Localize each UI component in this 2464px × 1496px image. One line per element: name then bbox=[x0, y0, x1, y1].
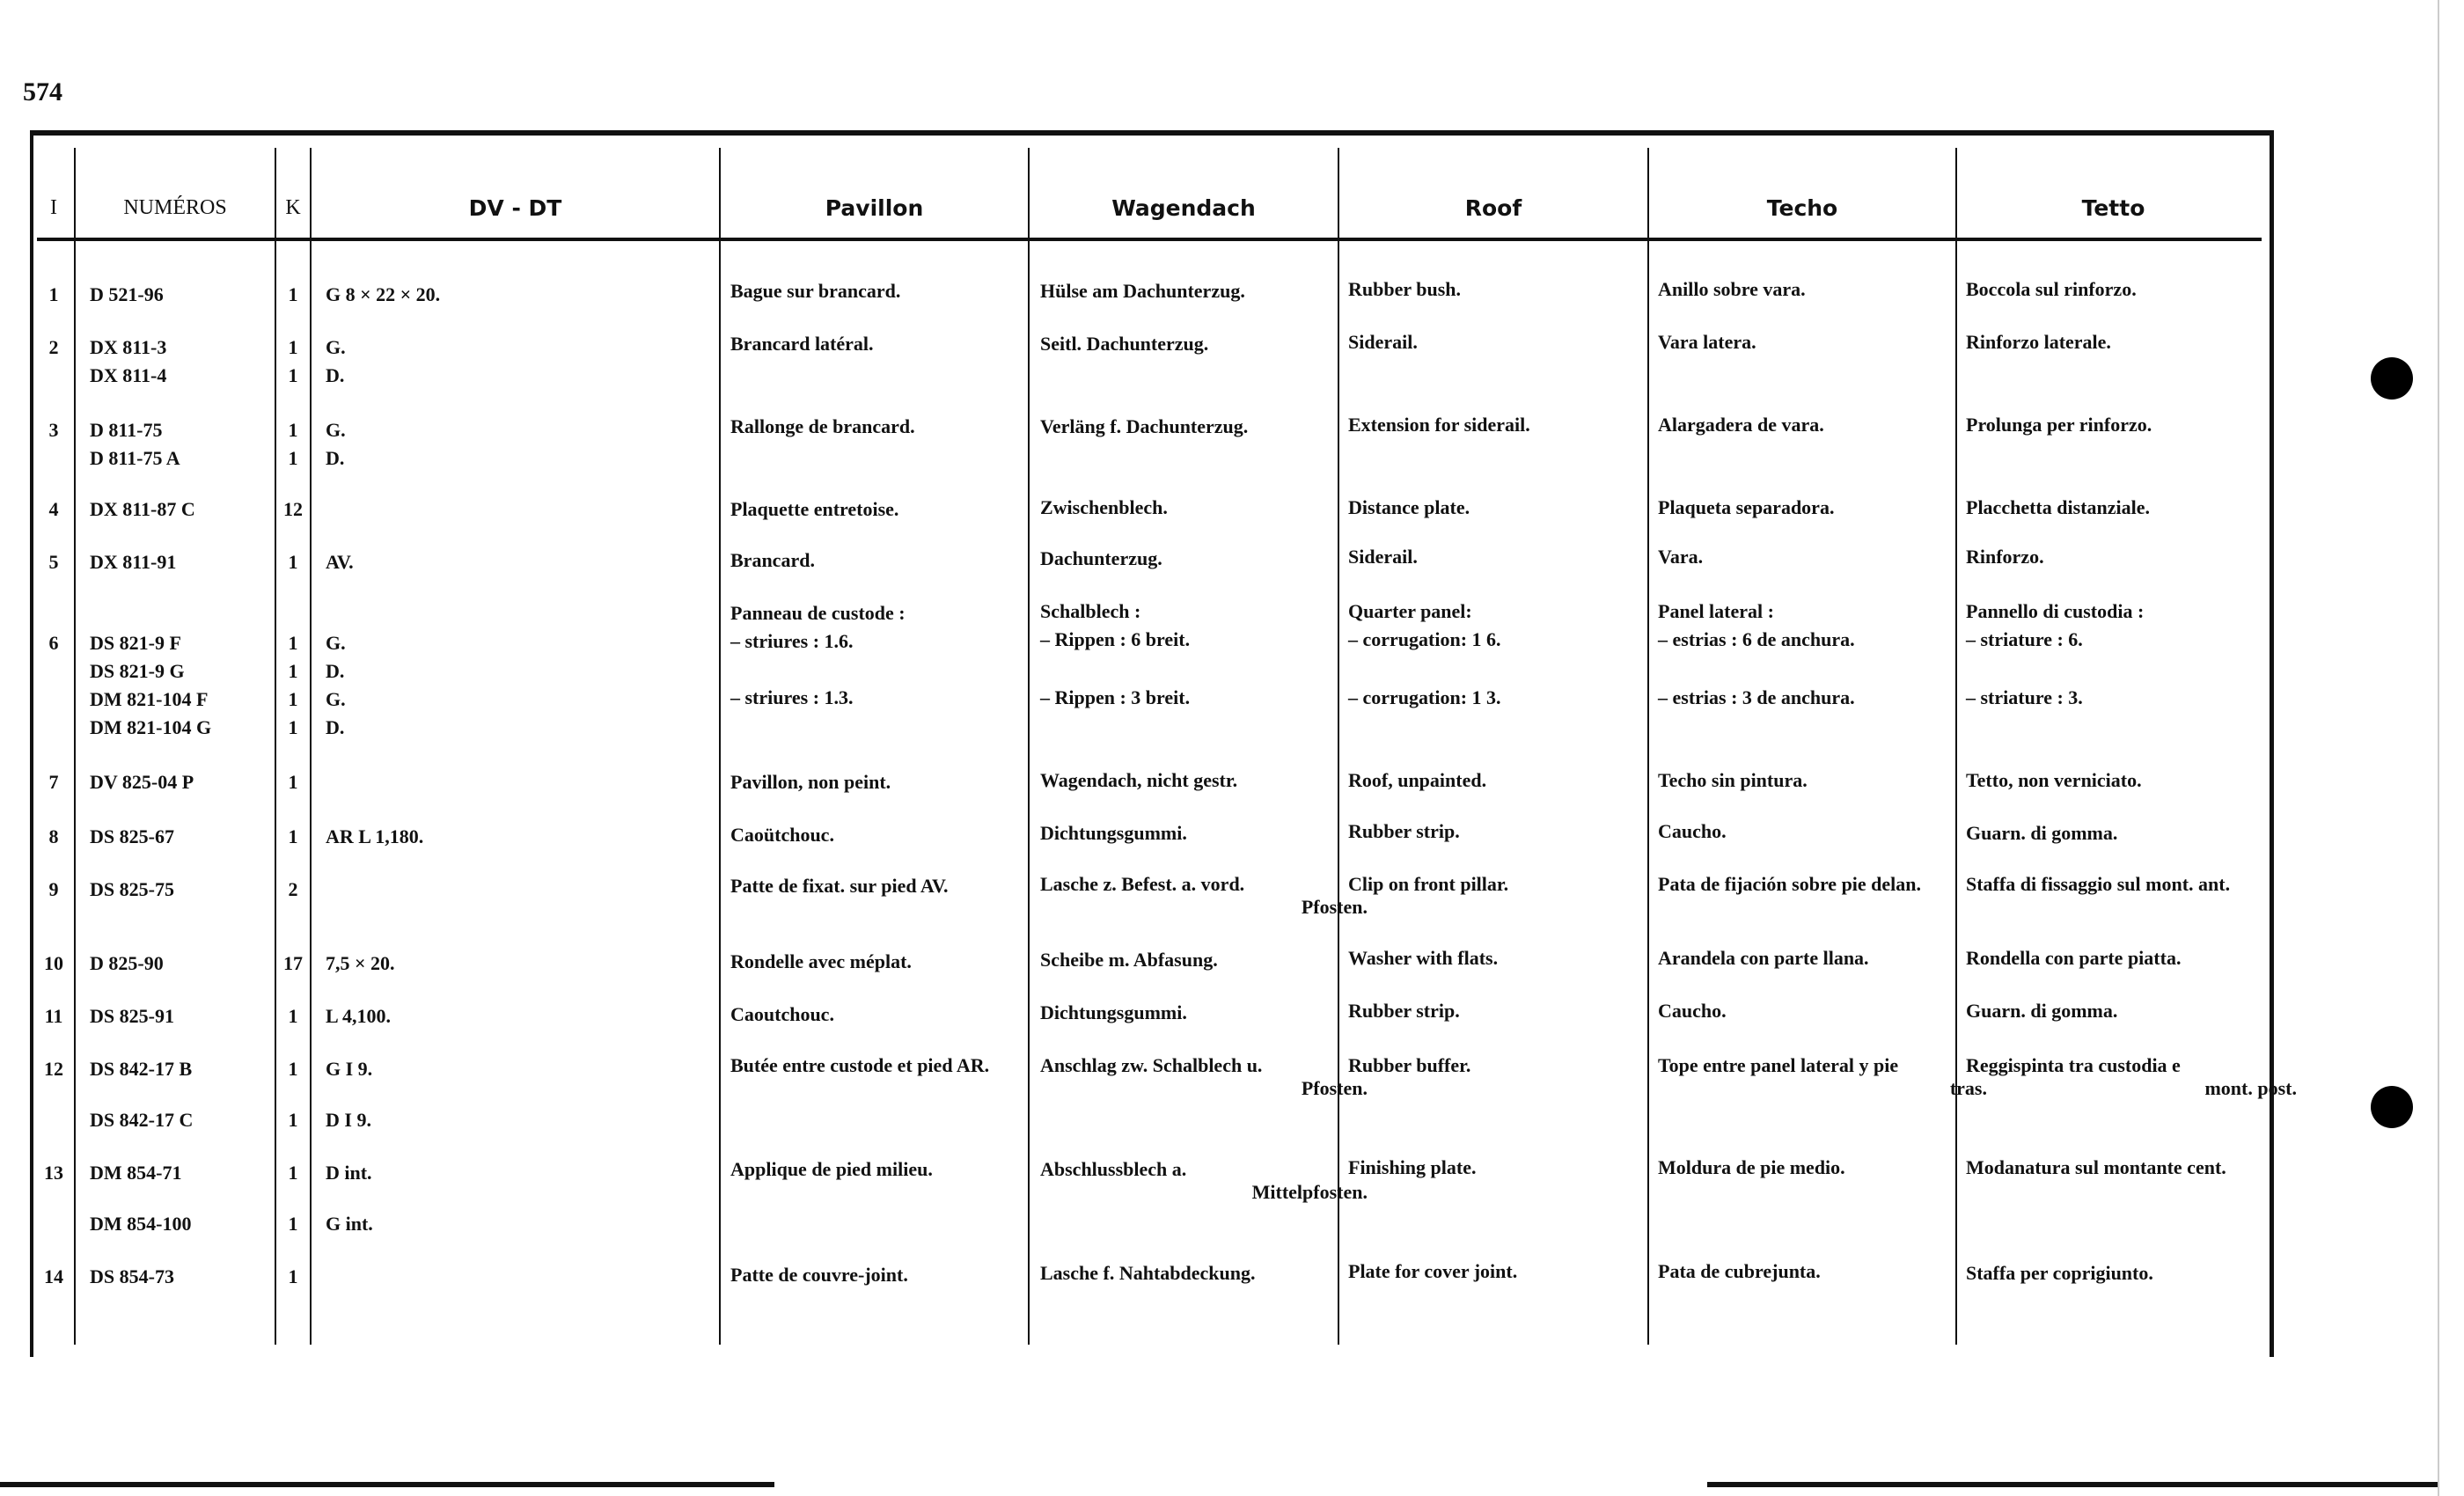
scan-edge-line bbox=[2438, 0, 2439, 1496]
desc-french: Patte de couvre-joint. bbox=[730, 1264, 908, 1286]
quantity: 1 bbox=[288, 283, 298, 305]
desc-english: Distance plate. bbox=[1348, 496, 1470, 518]
desc-german: Abschlussblech a. bbox=[1040, 1158, 1187, 1180]
desc-german: Mittelpfosten. bbox=[1251, 1181, 1368, 1203]
desc-english: – corrugation: 1 6. bbox=[1348, 628, 1501, 650]
desc-german: Dichtungsgummi. bbox=[1040, 822, 1187, 844]
desc-spanish: Vara. bbox=[1658, 546, 1704, 568]
desc-italian: Boccola sul rinforzo. bbox=[1966, 278, 2137, 300]
desc-french: Brancard latéral. bbox=[730, 333, 874, 355]
part-number: DX 811-91 bbox=[90, 551, 177, 573]
desc-italian: Reggispinta tra custodia e bbox=[1966, 1054, 2181, 1076]
desc-english: Rubber strip. bbox=[1348, 1000, 1460, 1022]
dv-dt-value: D int. bbox=[326, 1162, 372, 1184]
header-dv-dt: DV - DT bbox=[468, 194, 562, 221]
desc-german: Scheibe m. Abfasung. bbox=[1040, 949, 1218, 971]
desc-french: Rallonge de brancard. bbox=[730, 415, 915, 437]
desc-english: Siderail. bbox=[1348, 546, 1418, 568]
desc-french: Patte de fixat. sur pied AV. bbox=[730, 875, 949, 897]
desc-french: Bague sur brancard. bbox=[730, 280, 901, 302]
desc-german: Verläng f. Dachunterzug. bbox=[1040, 415, 1249, 437]
quantity: 1 bbox=[288, 1058, 298, 1080]
desc-english: Rubber strip. bbox=[1348, 820, 1460, 842]
desc-german: Schalblech : bbox=[1040, 600, 1141, 622]
part-number: DS 842-17 B bbox=[90, 1058, 193, 1080]
part-number: D 811-75 bbox=[90, 419, 163, 441]
quantity: 1 bbox=[288, 771, 298, 793]
col-sep-7 bbox=[1647, 148, 1649, 1345]
desc-german: – Rippen : 3 breit. bbox=[1040, 686, 1191, 708]
desc-spanish: Caucho. bbox=[1658, 820, 1727, 842]
desc-german: Lasche z. Befest. a. vord. bbox=[1040, 873, 1245, 895]
desc-italian: Pannello di custodia : bbox=[1966, 600, 2145, 622]
row-index: 3 bbox=[48, 419, 59, 441]
row-index: 1 bbox=[48, 283, 59, 305]
quantity: 1 bbox=[288, 632, 298, 654]
row-index: 6 bbox=[48, 632, 59, 654]
desc-french: Brancard. bbox=[730, 549, 815, 571]
desc-german: Pfosten. bbox=[1301, 896, 1368, 918]
part-number: DS 825-91 bbox=[90, 1005, 174, 1027]
part-number: DM 821-104 G bbox=[90, 716, 212, 738]
part-number: DS 821-9 F bbox=[90, 632, 181, 654]
desc-italian: – striature : 6. bbox=[1966, 628, 2083, 650]
part-number: D 825-90 bbox=[90, 952, 164, 974]
dv-dt-value: G int. bbox=[326, 1213, 373, 1235]
dv-dt-value: G. bbox=[326, 632, 346, 654]
desc-french: Pavillon, non peint. bbox=[730, 771, 891, 793]
col-sep-8 bbox=[1955, 148, 1957, 1345]
part-number: DX 811-3 bbox=[90, 336, 167, 358]
quantity: 1 bbox=[288, 825, 298, 847]
quantity: 17 bbox=[283, 952, 303, 974]
quantity: 1 bbox=[288, 1213, 298, 1235]
desc-english: Finishing plate. bbox=[1348, 1156, 1477, 1178]
header-spanish: Techo bbox=[1766, 194, 1838, 221]
desc-spanish: Vara latera. bbox=[1658, 331, 1756, 353]
table-right-border bbox=[2270, 130, 2274, 1357]
quantity: 1 bbox=[288, 364, 298, 386]
desc-german: Dichtungsgummi. bbox=[1040, 1001, 1187, 1023]
desc-french: Applique de pied milieu. bbox=[730, 1158, 933, 1180]
desc-german: Zwischenblech. bbox=[1040, 496, 1168, 518]
col-sep-1 bbox=[74, 148, 76, 1345]
desc-spanish: Caucho. bbox=[1658, 1000, 1727, 1022]
desc-english: Quarter panel: bbox=[1348, 600, 1472, 622]
desc-english: Roof, unpainted. bbox=[1348, 769, 1487, 791]
desc-italian: Rinforzo. bbox=[1966, 546, 2044, 568]
col-sep-4 bbox=[719, 148, 721, 1345]
part-number: DS 854-73 bbox=[90, 1265, 174, 1287]
desc-spanish: Pata de cubrejunta. bbox=[1658, 1260, 1821, 1282]
desc-italian: Tetto, non verniciato. bbox=[1966, 769, 2142, 791]
col-sep-5 bbox=[1028, 148, 1030, 1345]
part-number: DV 825-04 P bbox=[90, 771, 194, 793]
desc-spanish: Moldura de pie medio. bbox=[1658, 1156, 1845, 1178]
desc-english: Siderail. bbox=[1348, 331, 1418, 353]
desc-german: Anschlag zw. Schalblech u. bbox=[1040, 1054, 1263, 1076]
dv-dt-value: D. bbox=[326, 364, 345, 386]
desc-italian: mont. post. bbox=[2204, 1077, 2297, 1099]
header-french: Pavillon bbox=[825, 194, 924, 221]
desc-english: Plate for cover joint. bbox=[1348, 1260, 1518, 1282]
desc-german: Lasche f. Nahtabdeckung. bbox=[1040, 1262, 1256, 1284]
dv-dt-value: 7,5 × 20. bbox=[326, 952, 395, 974]
dv-dt-value: AV. bbox=[326, 551, 354, 573]
dv-dt-value: D. bbox=[326, 716, 345, 738]
quantity: 1 bbox=[288, 419, 298, 441]
desc-english: Extension for siderail. bbox=[1348, 414, 1530, 436]
table-top-border bbox=[30, 130, 2274, 136]
desc-spanish: – estrias : 6 de anchura. bbox=[1658, 628, 1855, 650]
dv-dt-value: D. bbox=[326, 447, 345, 469]
desc-german: Wagendach, nicht gestr. bbox=[1040, 769, 1238, 791]
desc-spanish: – estrias : 3 de anchura. bbox=[1658, 686, 1855, 708]
desc-french: Panneau de custode : bbox=[730, 602, 906, 624]
desc-italian: Guarn. di gomma. bbox=[1966, 1000, 2118, 1022]
desc-spanish: Tope entre panel lateral y pie bbox=[1658, 1054, 1899, 1076]
parts-table bbox=[30, 130, 2297, 1357]
part-number: DM 854-100 bbox=[90, 1213, 192, 1235]
part-number: DS 825-67 bbox=[90, 825, 174, 847]
part-number: DS 821-9 G bbox=[90, 660, 185, 682]
row-index: 7 bbox=[48, 771, 59, 793]
desc-italian: Prolunga per rinforzo. bbox=[1966, 414, 2152, 436]
part-number: DX 811-87 C bbox=[90, 498, 195, 520]
quantity: 1 bbox=[288, 660, 298, 682]
desc-spanish: Alargadera de vara. bbox=[1658, 414, 1824, 436]
desc-english: Clip on front pillar. bbox=[1348, 873, 1509, 895]
desc-german: – Rippen : 6 breit. bbox=[1040, 628, 1191, 650]
desc-italian: Staffa per coprigiunto. bbox=[1966, 1262, 2153, 1284]
row-index: 5 bbox=[48, 551, 59, 573]
desc-spanish: Plaqueta separadora. bbox=[1658, 496, 1835, 518]
desc-italian: Rinforzo laterale. bbox=[1966, 331, 2111, 353]
desc-spanish: Pata de fijación sobre pie delan. bbox=[1658, 873, 1922, 895]
quantity: 2 bbox=[288, 878, 298, 900]
scan-bottom-line-right bbox=[1707, 1482, 2438, 1487]
row-index: 8 bbox=[48, 825, 59, 847]
quantity: 1 bbox=[288, 716, 298, 738]
desc-spanish: Techo sin pintura. bbox=[1658, 769, 1808, 791]
desc-italian: Modanatura sul montante cent. bbox=[1966, 1156, 2226, 1178]
desc-french: Caoutchouc. bbox=[730, 1003, 834, 1025]
desc-italian: Placchetta distanziale. bbox=[1966, 496, 2150, 518]
desc-english: Washer with flats. bbox=[1348, 947, 1499, 969]
binder-hole-icon bbox=[2371, 357, 2413, 400]
dv-dt-value: D. bbox=[326, 660, 345, 682]
desc-italian: Guarn. di gomma. bbox=[1966, 822, 2118, 844]
col-sep-3 bbox=[310, 148, 312, 1345]
dv-dt-value: D I 9. bbox=[326, 1109, 371, 1131]
dv-dt-value: G I 9. bbox=[326, 1058, 373, 1080]
dv-dt-value: G. bbox=[326, 688, 346, 710]
desc-french: Rondelle avec méplat. bbox=[730, 950, 912, 972]
quantity: 1 bbox=[288, 1109, 298, 1131]
quantity: 1 bbox=[288, 1265, 298, 1287]
row-index: 13 bbox=[44, 1162, 63, 1184]
desc-french: – striures : 1.6. bbox=[730, 630, 854, 652]
desc-french: Butée entre custode et pied AR. bbox=[730, 1054, 990, 1076]
row-index: 4 bbox=[48, 498, 59, 520]
quantity: 12 bbox=[283, 498, 303, 520]
desc-english: Rubber bush. bbox=[1348, 278, 1461, 300]
dv-dt-value: G 8 × 22 × 20. bbox=[326, 283, 441, 305]
desc-german: Hülse am Dachunterzug. bbox=[1040, 280, 1245, 302]
dv-dt-value: G. bbox=[326, 419, 346, 441]
desc-italian: – striature : 3. bbox=[1966, 686, 2083, 708]
desc-spanish: Panel lateral : bbox=[1658, 600, 1774, 622]
desc-italian: Rondella con parte piatta. bbox=[1966, 947, 2182, 969]
dv-dt-value: L 4,100. bbox=[326, 1005, 391, 1027]
header-k: K bbox=[285, 195, 301, 219]
row-index: 2 bbox=[48, 336, 59, 358]
desc-french: Plaquette entretoise. bbox=[730, 498, 899, 520]
quantity: 1 bbox=[288, 551, 298, 573]
part-number: D 811-75 A bbox=[90, 447, 180, 469]
part-number: D 521-96 bbox=[90, 283, 164, 305]
header-numeros: NUMÉROS bbox=[123, 195, 227, 219]
row-index: 10 bbox=[44, 952, 63, 974]
header-german: Wagendach bbox=[1111, 194, 1256, 221]
desc-german: Pfosten. bbox=[1301, 1077, 1368, 1099]
part-number: DM 821-104 F bbox=[90, 688, 209, 710]
col-sep-6 bbox=[1338, 148, 1339, 1345]
part-number: DX 811-4 bbox=[90, 364, 167, 386]
dv-dt-value: AR L 1,180. bbox=[326, 825, 424, 847]
desc-german: Dachunterzug. bbox=[1040, 547, 1162, 569]
desc-spanish: Arandela con parte llana. bbox=[1658, 947, 1869, 969]
part-number: DS 842-17 C bbox=[90, 1109, 194, 1131]
header-italian: Tetto bbox=[2081, 194, 2145, 221]
dv-dt-value: G. bbox=[326, 336, 346, 358]
desc-english: – corrugation: 1 3. bbox=[1348, 686, 1501, 708]
part-number: DM 854-71 bbox=[90, 1162, 182, 1184]
row-index: 12 bbox=[44, 1058, 63, 1080]
desc-spanish: Anillo sobre vara. bbox=[1658, 278, 1806, 300]
page-number: 574 bbox=[23, 77, 62, 106]
desc-french: – striures : 1.3. bbox=[730, 686, 854, 708]
part-number: DS 825-75 bbox=[90, 878, 174, 900]
desc-german: Seitl. Dachunterzug. bbox=[1040, 333, 1209, 355]
quantity: 1 bbox=[288, 1162, 298, 1184]
row-index: 14 bbox=[44, 1265, 63, 1287]
quantity: 1 bbox=[288, 1005, 298, 1027]
quantity: 1 bbox=[288, 336, 298, 358]
row-index: 9 bbox=[48, 878, 59, 900]
desc-italian: Staffa di fissaggio sul mont. ant. bbox=[1966, 873, 2231, 895]
header-english: Roof bbox=[1464, 194, 1522, 221]
binder-hole-icon bbox=[2371, 1086, 2413, 1128]
quantity: 1 bbox=[288, 447, 298, 469]
desc-spanish: tras. bbox=[1949, 1077, 1987, 1099]
row-index: 11 bbox=[44, 1005, 63, 1027]
scan-bottom-line-left bbox=[0, 1482, 774, 1487]
quantity: 1 bbox=[288, 688, 298, 710]
desc-english: Rubber buffer. bbox=[1348, 1054, 1471, 1076]
header-index: I bbox=[50, 195, 57, 219]
desc-french: Caoütchouc. bbox=[730, 824, 834, 846]
